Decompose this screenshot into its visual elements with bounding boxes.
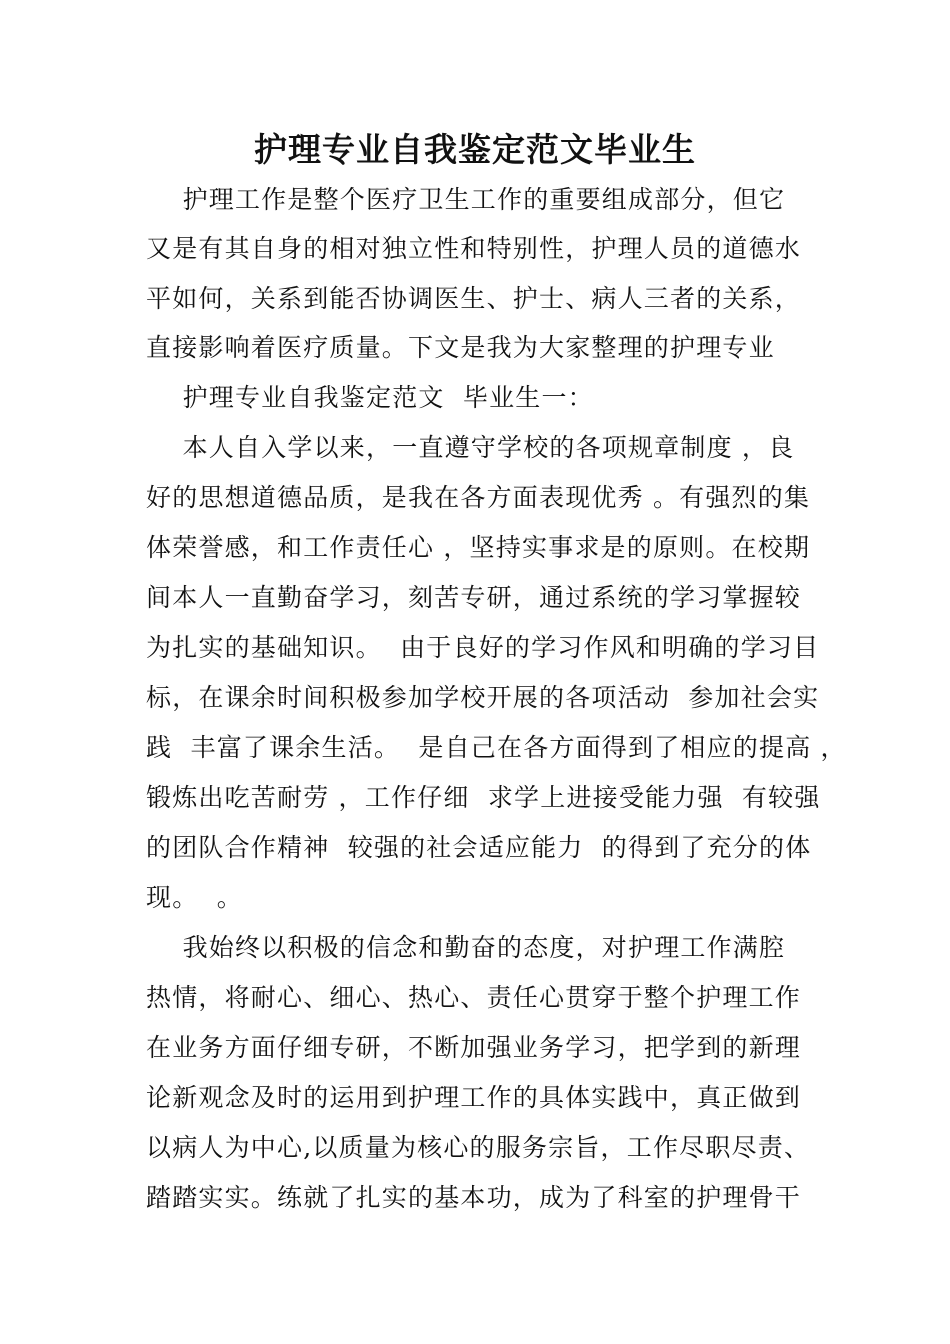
text-line: 热情，将耐心、细心、热心、责任心贯穿于整个护理工作 xyxy=(146,983,802,1012)
text-line: 我始终以积极的信念和勤奋的态度，对护理工作满腔 xyxy=(146,933,786,962)
text-line: 本人自入学以来，一直遵守学校的各项规章制度 ，良 xyxy=(146,433,795,462)
text-line: 直接影响着医疗质量。下文是我为大家整理的护理专业 xyxy=(146,333,775,362)
text-line: 的团队合作精神 较强的社会适应能力 的得到了充分的体 xyxy=(146,833,812,862)
text-line: 又是有其自身的相对独立性和特别性，护理人员的道德水 xyxy=(146,234,802,263)
text-line: 在业务方面仔细专研，不断加强业务学习，把学到的新理 xyxy=(146,1033,802,1062)
text-line: 现。 。 xyxy=(146,883,243,912)
text-line: 体荣誉感，和工作责任心 ，坚持实事求是的原则。在校期 xyxy=(146,533,811,562)
text-line: 以病人为中心,以质量为核心的服务宗旨，工作尽职尽责、 xyxy=(146,1133,811,1162)
text-line: 平如何，关系到能否协调医生、护士、病人三者的关系， xyxy=(146,284,802,313)
text-line: 论新观念及时的运用到护理工作的具体实践中，真正做到 xyxy=(146,1083,802,1112)
text-line: 间本人一直勤奋学习，刻苦专研，通过系统的学习掌握较 xyxy=(146,583,802,612)
text-line: 护理工作是整个医疗卫生工作的重要组成部分，但它 xyxy=(146,185,786,214)
document-title: 护理专业自我鉴定范文毕业生 xyxy=(254,130,696,169)
text-line: 标，在课余时间积极参加学校开展的各项活动 参加社会实 xyxy=(146,683,820,712)
section-heading: 护理专业自我鉴定范文 毕业生一： xyxy=(146,383,594,412)
text-line: 锻炼出吃苦耐劳 ，工作仔细 求学上进接受能力强 有较强 xyxy=(146,783,821,812)
text-line: 为扎实的基础知识。 由于良好的学习作风和明确的学习目 xyxy=(146,633,820,662)
text-line: 踏踏实实。练就了扎实的基本功，成为了科室的护理骨干 xyxy=(146,1183,802,1212)
text-line: 好的思想道德品质，是我在各方面表现优秀 。有强烈的集 xyxy=(146,483,811,512)
text-line: 践 丰富了课余生活。 是自己在各方面得到了相应的提高 ， xyxy=(146,733,847,762)
